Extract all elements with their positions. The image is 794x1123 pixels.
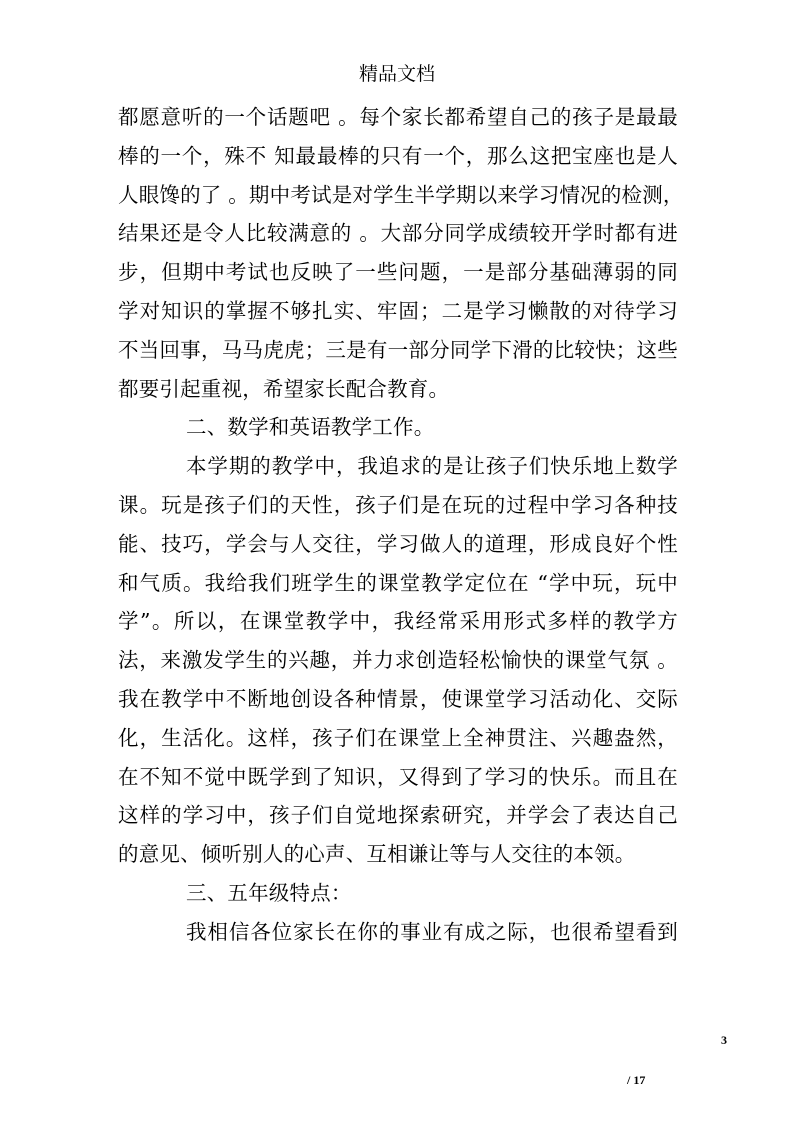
text-line: 都要引起重视，希望家长配合教育。 [118,376,450,401]
text-line: 这样的学习中，孩子们自觉地探索研究，并学会了表达自己 [118,803,678,828]
text-line: 学对知识的掌握不够扎实、牢固；二是学习懒散的对待学习 [118,298,678,323]
section-heading: 三、五年级特点： [186,880,352,905]
text-line: 法，来激发学生的兴趣，并力求创造轻松愉快的课堂气氛 。 [118,648,678,673]
text-line: 人眼馋的了 。期中考试是对学生半学期以来学习情况的检测， [118,182,684,207]
text-line: 我在教学中不断地创设各种情景，使课堂学习活动化、交际 [118,686,678,711]
text-line: 本学期的教学中，我追求的是让孩子们快乐地上数学 [186,454,678,479]
text-line: 能、技巧，学会与人交往，学习做人的道理，形成良好个性 [118,531,678,556]
text-line: 不当回事，马马虎虎；三是有一部分同学下滑的比较快；这些 [118,337,678,362]
text-line: 在不知不觉中既学到了知识，又得到了学习的快乐。而且在 [118,764,678,789]
page-number: 3 [721,1033,727,1047]
document-header-title: 精品文档 [358,63,435,85]
text-line: 步，但期中考试也反映了一些问题，一是部分基础薄弱的同 [118,260,678,285]
text-line: 化，生活化。这样，孩子们在课堂上全神贯注、兴趣盎然， [118,725,678,750]
text-line: 结果还是令人比较满意的 。大部分同学成绩较开学时都有进 [118,221,678,246]
page-total: / 17 [627,1073,646,1087]
section-heading: 二、数学和英语教学工作。 [186,415,435,440]
text-line: 棒的一个，殊不 知最最棒的只有一个，那么这把宝座也是人 [118,143,678,168]
text-line: 我相信各位家长在你的事业有成之际，也很希望看到 [186,919,678,944]
text-line: 学”。所以，在课堂教学中，我经常采用形式多样的教学方 [118,609,678,634]
text-line: 的意见、倾听别人的心声、互相谦让等与人交往的本领。 [118,842,636,867]
text-line: 和气质。我给我们班学生的课堂教学定位在 “学中玩，玩中 [118,570,678,595]
text-line: 课。玩是孩子们的天性，孩子们是在玩的过程中学习各种技 [118,492,678,517]
document-body [118,98,684,952]
text-line: 都愿意听的一个话题吧 。每个家长都希望自己的孩子是最最 [118,105,678,129]
